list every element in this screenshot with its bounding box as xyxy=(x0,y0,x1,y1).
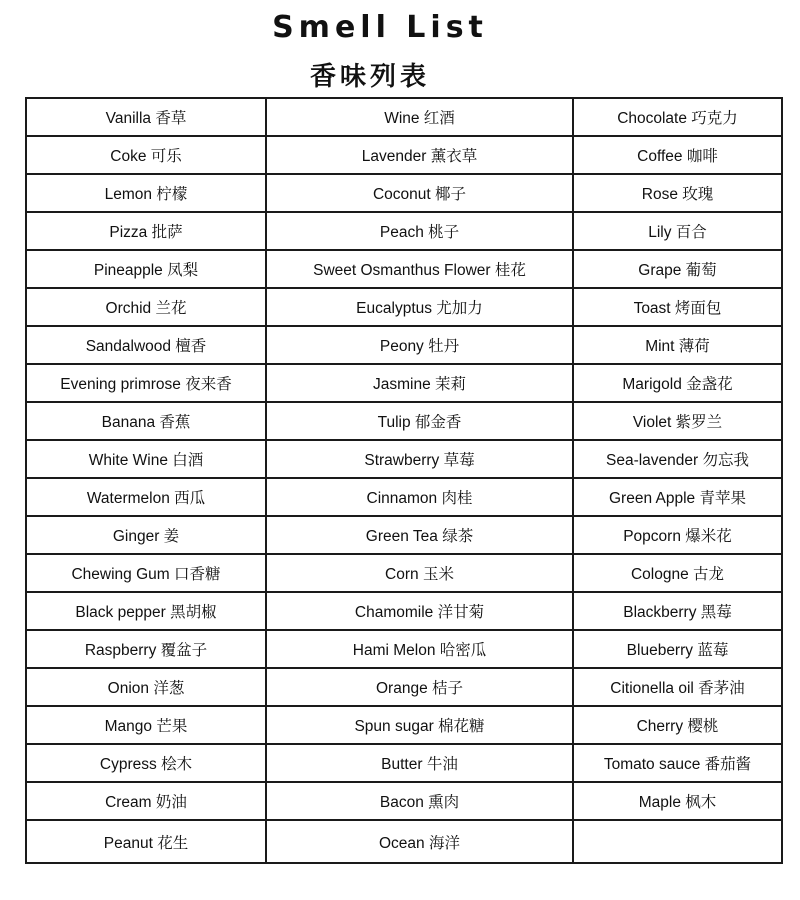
table-cell: Bacon 熏肉 xyxy=(266,782,573,820)
table-row xyxy=(26,440,782,478)
table-cell: Green Tea 绿茶 xyxy=(266,516,573,554)
table-row xyxy=(26,326,782,364)
table-cell: Corn 玉米 xyxy=(266,554,573,592)
table-cell: Watermelon 西瓜 xyxy=(26,478,266,516)
table-cell: Ginger 姜 xyxy=(26,516,266,554)
smell-table-body xyxy=(26,98,782,863)
table-cell: Peanut 花生 xyxy=(26,820,266,863)
table-row xyxy=(26,516,782,554)
smell-table xyxy=(25,97,783,864)
table-cell xyxy=(573,820,782,863)
table-cell: Popcorn 爆米花 xyxy=(573,516,782,554)
table-cell: Cream 奶油 xyxy=(26,782,266,820)
table-cell: Coffee 咖啡 xyxy=(573,136,782,174)
table-cell: Peony 牡丹 xyxy=(266,326,573,364)
table-cell: Vanilla 香草 xyxy=(26,98,266,136)
table-row xyxy=(26,174,782,212)
table-cell: Butter 牛油 xyxy=(266,744,573,782)
table-cell: Mint 薄荷 xyxy=(573,326,782,364)
table-cell: Rose 玫瑰 xyxy=(573,174,782,212)
table-row xyxy=(26,744,782,782)
table-cell: Mango 芒果 xyxy=(26,706,266,744)
table-row xyxy=(26,706,782,744)
table-cell: Wine 红酒 xyxy=(266,98,573,136)
table-cell: Sweet Osmanthus Flower 桂花 xyxy=(266,250,573,288)
table-cell: Sandalwood 檀香 xyxy=(26,326,266,364)
table-cell: Black pepper 黑胡椒 xyxy=(26,592,266,630)
table-row xyxy=(26,402,782,440)
table-cell: Citionella oil 香茅油 xyxy=(573,668,782,706)
table-cell: Sea-lavender 勿忘我 xyxy=(573,440,782,478)
table-cell: Evening primrose 夜来香 xyxy=(26,364,266,402)
table-row xyxy=(26,136,782,174)
table-cell: Cherry 樱桃 xyxy=(573,706,782,744)
table-row xyxy=(26,630,782,668)
table-cell: Pineapple 凤梨 xyxy=(26,250,266,288)
table-cell: Toast 烤面包 xyxy=(573,288,782,326)
table-cell: Lily 百合 xyxy=(573,212,782,250)
table-cell: Coke 可乐 xyxy=(26,136,266,174)
table-cell: Orchid 兰花 xyxy=(26,288,266,326)
table-cell: Chewing Gum 口香糖 xyxy=(26,554,266,592)
table-cell: Cypress 桧木 xyxy=(26,744,266,782)
table-cell: Banana 香蕉 xyxy=(26,402,266,440)
table-row xyxy=(26,288,782,326)
table-cell: Chocolate 巧克力 xyxy=(573,98,782,136)
table-cell: Cinnamon 肉桂 xyxy=(266,478,573,516)
table-cell: Lemon 柠檬 xyxy=(26,174,266,212)
table-cell: Hami Melon 哈密瓜 xyxy=(266,630,573,668)
table-cell: Peach 桃子 xyxy=(266,212,573,250)
table-cell: Jasmine 茉莉 xyxy=(266,364,573,402)
table-cell: Coconut 椰子 xyxy=(266,174,573,212)
table-cell: Onion 洋葱 xyxy=(26,668,266,706)
table-cell: Eucalyptus 尤加力 xyxy=(266,288,573,326)
table-cell: Lavender 薰衣草 xyxy=(266,136,573,174)
table-cell: Spun sugar 棉花糖 xyxy=(266,706,573,744)
table-row xyxy=(26,212,782,250)
table-cell: Violet 紫罗兰 xyxy=(573,402,782,440)
table-cell: Strawberry 草莓 xyxy=(266,440,573,478)
table-cell: Pizza 批萨 xyxy=(26,212,266,250)
table-row xyxy=(26,782,782,820)
table-row xyxy=(26,250,782,288)
table-row xyxy=(26,554,782,592)
table-cell: White Wine 白酒 xyxy=(26,440,266,478)
table-cell: Ocean 海洋 xyxy=(266,820,573,863)
table-cell: Orange 桔子 xyxy=(266,668,573,706)
table-row xyxy=(26,668,782,706)
table-row xyxy=(26,478,782,516)
table-cell: Maple 枫木 xyxy=(573,782,782,820)
table-cell: Green Apple 青苹果 xyxy=(573,478,782,516)
table-cell: Cologne 古龙 xyxy=(573,554,782,592)
page-title: Smell List xyxy=(272,10,488,45)
table-cell: Chamomile 洋甘菊 xyxy=(266,592,573,630)
table-cell: Tulip 郁金香 xyxy=(266,402,573,440)
table-row xyxy=(26,820,782,863)
table-cell: Tomato sauce 番茄酱 xyxy=(573,744,782,782)
page-subtitle: 香味列表 xyxy=(309,62,430,92)
table-cell: Grape 葡萄 xyxy=(573,250,782,288)
table-cell: Raspberry 覆盆子 xyxy=(26,630,266,668)
table-row xyxy=(26,98,782,136)
table-row xyxy=(26,592,782,630)
table-row xyxy=(26,364,782,402)
table-cell: Marigold 金盏花 xyxy=(573,364,782,402)
table-cell: Blackberry 黑莓 xyxy=(573,592,782,630)
table-cell: Blueberry 蓝莓 xyxy=(573,630,782,668)
